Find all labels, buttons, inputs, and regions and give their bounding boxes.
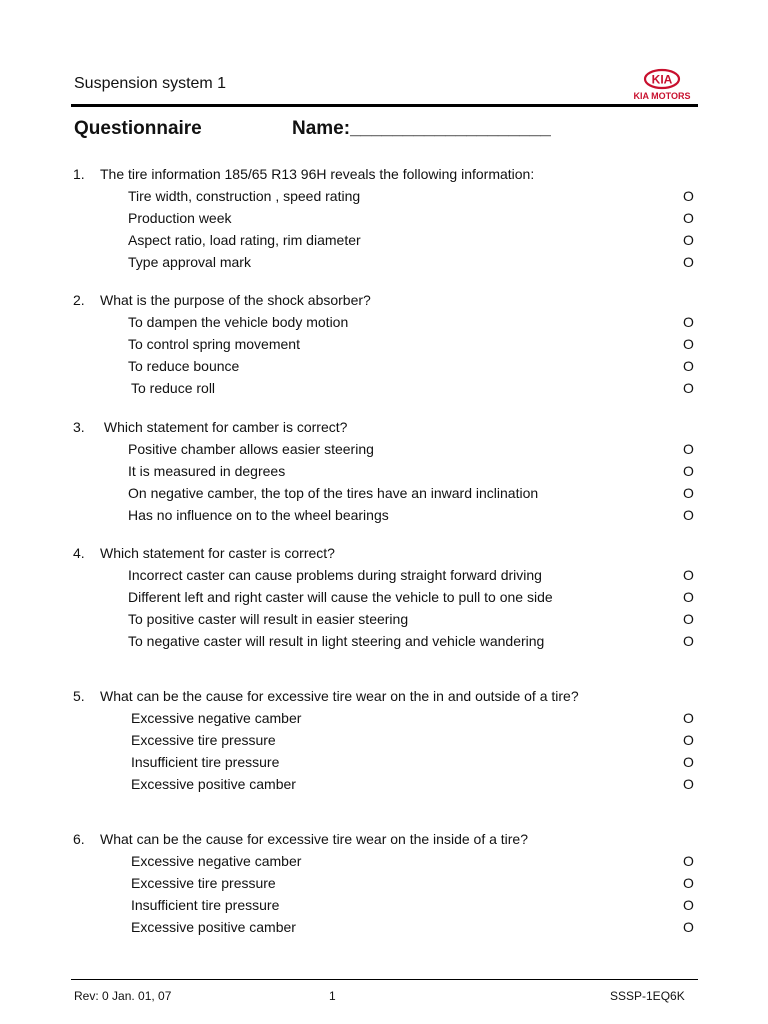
answer-radio-circle[interactable]: O bbox=[683, 232, 694, 248]
answer-option-label: Excessive negative camber bbox=[131, 853, 302, 869]
answer-option-label: Positive chamber allows easier steering bbox=[128, 441, 374, 457]
question-number: 3. bbox=[73, 419, 85, 435]
answer-option-label: Tire width, construction , speed rating bbox=[128, 188, 361, 204]
answer-radio-circle[interactable]: O bbox=[683, 710, 694, 726]
answer-option-label: Different left and right caster will cause the vehicle to pull to one side bbox=[128, 589, 553, 605]
answer-option-label: To negative caster will result in light steering and vehicle wandering bbox=[128, 633, 545, 649]
answer-radio-circle[interactable]: O bbox=[683, 463, 694, 479]
kia-motors-logo bbox=[626, 68, 698, 104]
answer-radio-circle[interactable]: O bbox=[683, 188, 694, 204]
question-number: 2. bbox=[73, 292, 85, 308]
answer-option-label: Aspect ratio, load rating, rim diameter bbox=[128, 232, 361, 248]
answer-radio-circle[interactable]: O bbox=[683, 875, 694, 891]
answer-option-label: Excessive positive camber bbox=[131, 919, 296, 935]
answer-option-label: Incorrect caster can cause problems during straight forward driving bbox=[128, 567, 542, 583]
answer-radio-circle[interactable]: O bbox=[683, 254, 694, 270]
answer-option-label: To control spring movement bbox=[128, 336, 300, 352]
answer-option-label: Production week bbox=[128, 210, 232, 226]
question-text: Which statement for camber is correct? bbox=[100, 419, 348, 435]
answer-option-label: On negative camber, the top of the tires have an inward inclination bbox=[128, 485, 539, 501]
question-number: 6. bbox=[73, 831, 85, 847]
question-number: 5. bbox=[73, 688, 85, 704]
answer-radio-circle[interactable]: O bbox=[683, 485, 694, 501]
answer-option-label: Excessive positive camber bbox=[131, 776, 296, 792]
answer-option-label: Insufficient tire pressure bbox=[131, 897, 280, 913]
logo-kia-text: KIA bbox=[651, 72, 673, 87]
footer-page-number: 1 bbox=[329, 989, 336, 1003]
answer-radio-circle[interactable]: O bbox=[683, 314, 694, 330]
footer-divider bbox=[71, 979, 698, 980]
answer-option-label: To reduce roll bbox=[131, 380, 216, 396]
answer-option-label: Excessive tire pressure bbox=[131, 732, 276, 748]
answer-radio-circle[interactable]: O bbox=[683, 358, 694, 374]
answer-radio-circle[interactable]: O bbox=[683, 441, 694, 457]
header-divider bbox=[71, 104, 698, 107]
answer-option-label: Insufficient tire pressure bbox=[131, 754, 280, 770]
question-text: What is the purpose of the shock absorber? bbox=[100, 292, 371, 308]
answer-radio-circle[interactable]: O bbox=[683, 336, 694, 352]
answer-radio-circle[interactable]: O bbox=[683, 776, 694, 792]
answer-radio-circle[interactable]: O bbox=[683, 897, 694, 913]
answer-radio-circle[interactable]: O bbox=[683, 380, 694, 396]
questionnaire-heading: Questionnaire bbox=[74, 118, 202, 139]
answer-option-label: To positive caster will result in easier steering bbox=[128, 611, 409, 627]
answer-option-label: Excessive tire pressure bbox=[131, 875, 276, 891]
answer-option-label: Excessive negative camber bbox=[131, 710, 302, 726]
answer-radio-circle[interactable]: O bbox=[683, 853, 694, 869]
answer-option-label: Has no influence on to the wheel bearings bbox=[128, 507, 389, 523]
header-title: Suspension system 1 bbox=[74, 75, 227, 92]
name-field[interactable]: Name:___________________ bbox=[292, 118, 551, 139]
answer-radio-circle[interactable]: O bbox=[683, 589, 694, 605]
answer-option-label: To reduce bounce bbox=[128, 358, 240, 374]
answer-option-label: Type approval mark bbox=[128, 254, 251, 270]
answer-option-label: It is measured in degrees bbox=[128, 463, 286, 479]
question-number: 1. bbox=[73, 166, 85, 182]
question-text: What can be the cause for excessive tire wear on the inside of a tire? bbox=[100, 831, 529, 847]
question-text: Which statement for caster is correct? bbox=[100, 545, 335, 561]
footer-revision: Rev: 0 Jan. 01, 07 bbox=[74, 989, 172, 1003]
question-number: 4. bbox=[73, 545, 85, 561]
question-text: The tire information 185/65 R13 96H reveals the following information: bbox=[100, 166, 535, 182]
answer-option-label: To dampen the vehicle body motion bbox=[128, 314, 349, 330]
answer-radio-circle[interactable]: O bbox=[683, 210, 694, 226]
answer-radio-circle[interactable]: O bbox=[683, 567, 694, 583]
answer-radio-circle[interactable]: O bbox=[683, 507, 694, 523]
footer-document-code: SSSP-1EQ6K bbox=[610, 989, 685, 1003]
logo-kia-motors-text: KIA MOTORS bbox=[633, 91, 691, 101]
answer-radio-circle[interactable]: O bbox=[683, 919, 694, 935]
answer-radio-circle[interactable]: O bbox=[683, 633, 694, 649]
answer-radio-circle[interactable]: O bbox=[683, 611, 694, 627]
answer-radio-circle[interactable]: O bbox=[683, 732, 694, 748]
question-text: What can be the cause for excessive tire wear on the in and outside of a tire? bbox=[100, 688, 579, 704]
answer-radio-circle[interactable]: O bbox=[683, 754, 694, 770]
